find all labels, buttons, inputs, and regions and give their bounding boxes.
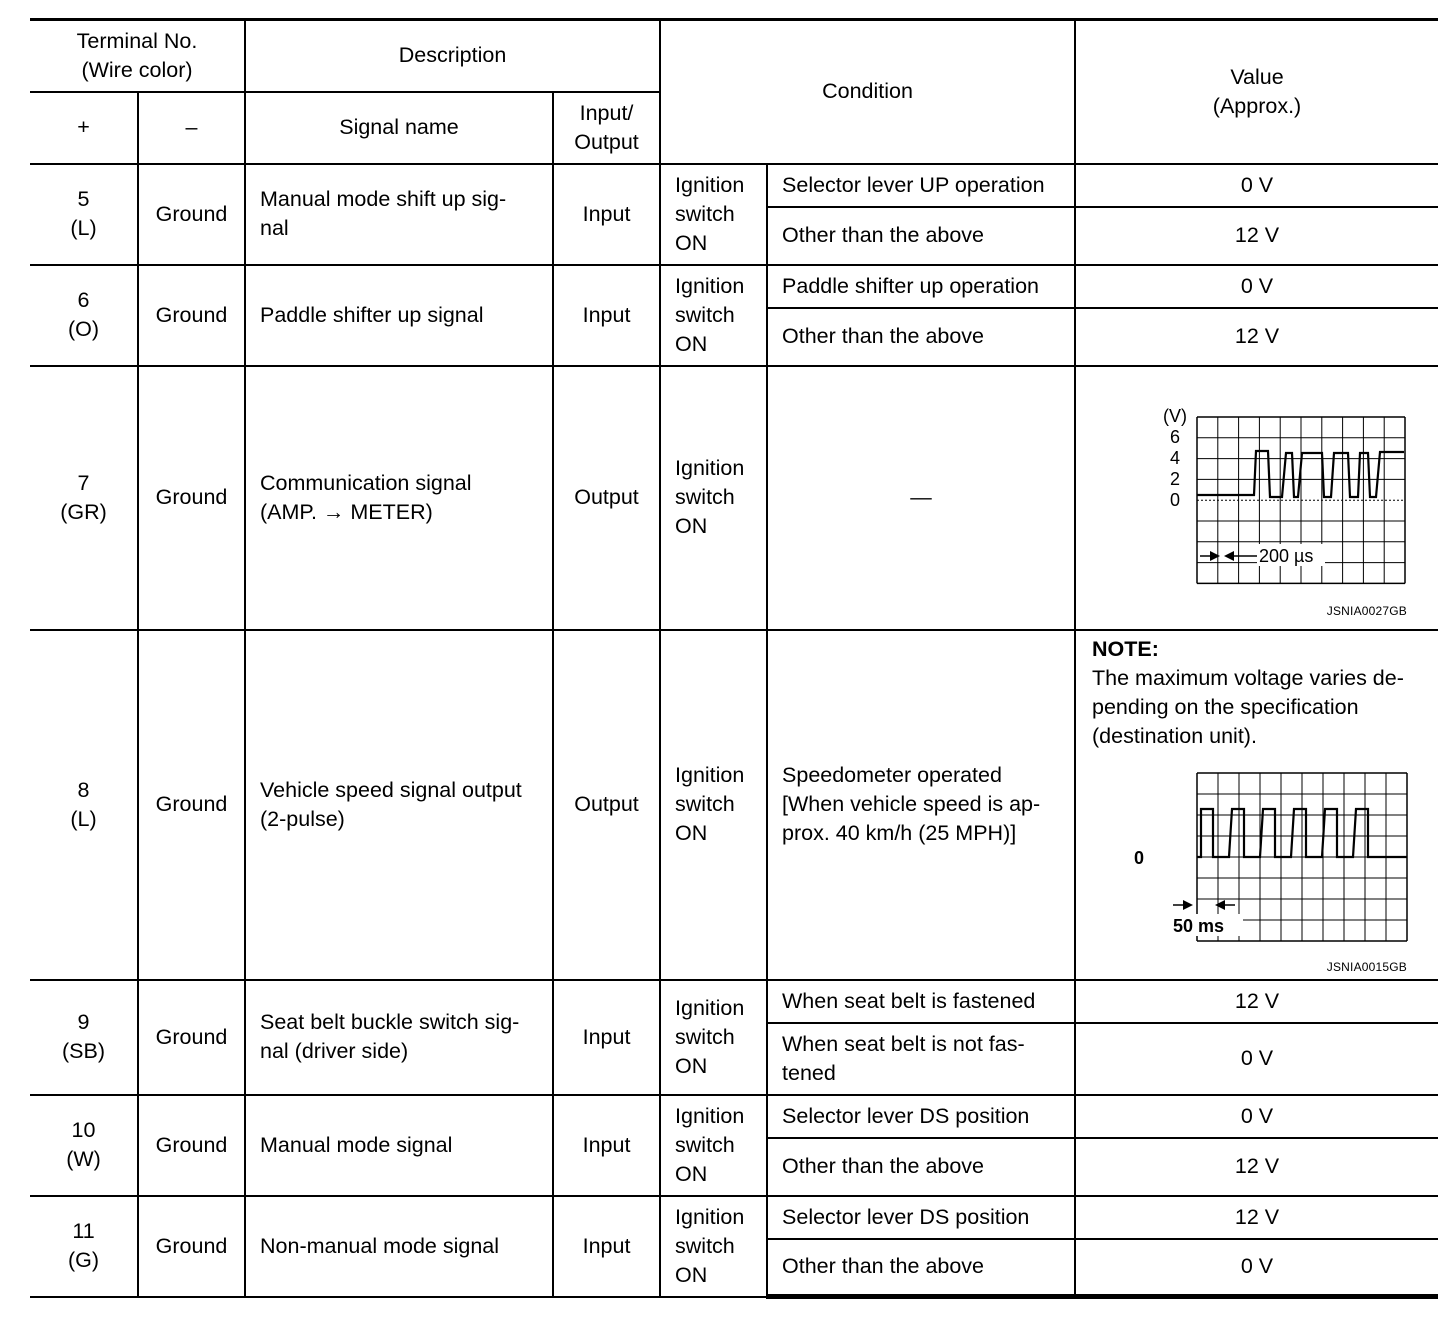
terminal-number: 6 (O) [30, 265, 138, 366]
header-minus: – [138, 92, 245, 164]
value-text: 0 V [1075, 164, 1438, 207]
header-condition: Condition [660, 20, 1075, 164]
ignition-switch-state: Ignition switch ON [660, 366, 767, 630]
table-row [30, 980, 1438, 1023]
condition-text: When seat belt is not fas- tened [767, 1023, 1075, 1095]
io-type: Input [553, 164, 660, 265]
condition-text: Selector lever DS position [767, 1196, 1075, 1239]
ground-terminal: Ground [138, 630, 245, 980]
time-division-label: 200 µs [1259, 545, 1314, 566]
ignition-switch-state: Ignition switch ON [660, 265, 767, 366]
condition-text: Speedometer operated [When vehicle speed is ap- prox. 40 km/h (25 MPH)] [767, 630, 1075, 980]
condition-text: Paddle shifter up operation [767, 265, 1075, 308]
note-title: NOTE: [1092, 636, 1159, 661]
terminal-number: 7 (GR) [30, 366, 138, 630]
waveform-cell [1075, 366, 1438, 630]
figure-code: JSNIA0015GB [1326, 959, 1408, 974]
zero-level-label: 0 [1134, 847, 1145, 868]
signal-name: Manual mode shift up sig- nal [245, 164, 553, 265]
vehicle-speed-waveform [1076, 631, 1439, 979]
value-text: 0 V [1075, 1095, 1438, 1138]
table-row [30, 1095, 1438, 1138]
table-row [30, 366, 1438, 630]
table-row [30, 265, 1438, 308]
ignition-switch-state: Ignition switch ON [660, 1095, 767, 1196]
ground-terminal: Ground [138, 366, 245, 630]
condition-text: Selector lever DS position [767, 1095, 1075, 1138]
waveform-cell [1075, 630, 1438, 980]
terminal-number: 5 (L) [30, 164, 138, 265]
value-text: 12 V [1075, 1138, 1438, 1196]
table-row [30, 630, 1438, 980]
signal-name: Non-manual mode signal [245, 1196, 553, 1297]
header-plus: + [30, 92, 138, 164]
header-value: Value (Approx.) [1075, 20, 1438, 164]
value-text: 12 V [1075, 980, 1438, 1023]
y-tick-label: 0 [1170, 489, 1181, 510]
condition-text: Selector lever UP operation [767, 164, 1075, 207]
condition-text: When seat belt is fastened [767, 980, 1075, 1023]
figure-code: JSNIA0027GB [1326, 603, 1408, 618]
header-terminal-no: Terminal No. (Wire color) [30, 20, 245, 92]
terminal-spec-table [30, 18, 1438, 1299]
ignition-switch-state: Ignition switch ON [660, 980, 767, 1095]
signal-name: Communication signal (AMP. → METER) [245, 366, 553, 630]
terminal-number: 11 (G) [30, 1196, 138, 1297]
header-input-output: Input/ Output [553, 92, 660, 164]
ground-terminal: Ground [138, 1095, 245, 1196]
note-text: The maximum voltage varies de- pending on the specification (destination unit). [1092, 665, 1404, 748]
io-type: Output [553, 630, 660, 980]
communication-waveform [1076, 367, 1439, 629]
header-signal-name: Signal name [245, 92, 553, 164]
y-tick-label: 6 [1170, 426, 1181, 447]
ground-terminal: Ground [138, 1196, 245, 1297]
y-tick-label: 4 [1170, 447, 1181, 468]
signal-name: Seat belt buckle switch sig- nal (driver side) [245, 980, 553, 1095]
condition-text: Other than the above [767, 1239, 1075, 1297]
table-row [30, 164, 1438, 207]
volt-unit-label: (V) [1163, 405, 1188, 426]
value-text: 12 V [1075, 207, 1438, 265]
value-text: 0 V [1075, 1239, 1438, 1297]
ground-terminal: Ground [138, 164, 245, 265]
value-text: 12 V [1075, 308, 1438, 366]
condition-text: Other than the above [767, 308, 1075, 366]
ground-terminal: Ground [138, 980, 245, 1095]
ignition-switch-state: Ignition switch ON [660, 164, 767, 265]
condition-text: Other than the above [767, 207, 1075, 265]
value-text: 0 V [1075, 1023, 1438, 1095]
io-type: Input [553, 265, 660, 366]
io-type: Input [553, 980, 660, 1095]
ground-terminal: Ground [138, 265, 245, 366]
signal-name: Manual mode signal [245, 1095, 553, 1196]
value-text: 0 V [1075, 265, 1438, 308]
io-type: Input [553, 1196, 660, 1297]
terminal-number: 9 (SB) [30, 980, 138, 1095]
signal-name: Paddle shifter up signal [245, 265, 553, 366]
condition-text: — [767, 366, 1075, 630]
time-division-label: 50 ms [1173, 915, 1225, 936]
io-type: Input [553, 1095, 660, 1196]
ignition-switch-state: Ignition switch ON [660, 630, 767, 980]
condition-text: Other than the above [767, 1138, 1075, 1196]
ignition-switch-state: Ignition switch ON [660, 1196, 767, 1297]
y-tick-label: 2 [1170, 468, 1181, 489]
io-type: Output [553, 366, 660, 630]
header-description: Description [245, 20, 660, 92]
terminal-number: 8 (L) [30, 630, 138, 980]
signal-name: Vehicle speed signal output (2-pulse) [245, 630, 553, 980]
table-row [30, 1196, 1438, 1239]
value-text: 12 V [1075, 1196, 1438, 1239]
terminal-number: 10 (W) [30, 1095, 138, 1196]
